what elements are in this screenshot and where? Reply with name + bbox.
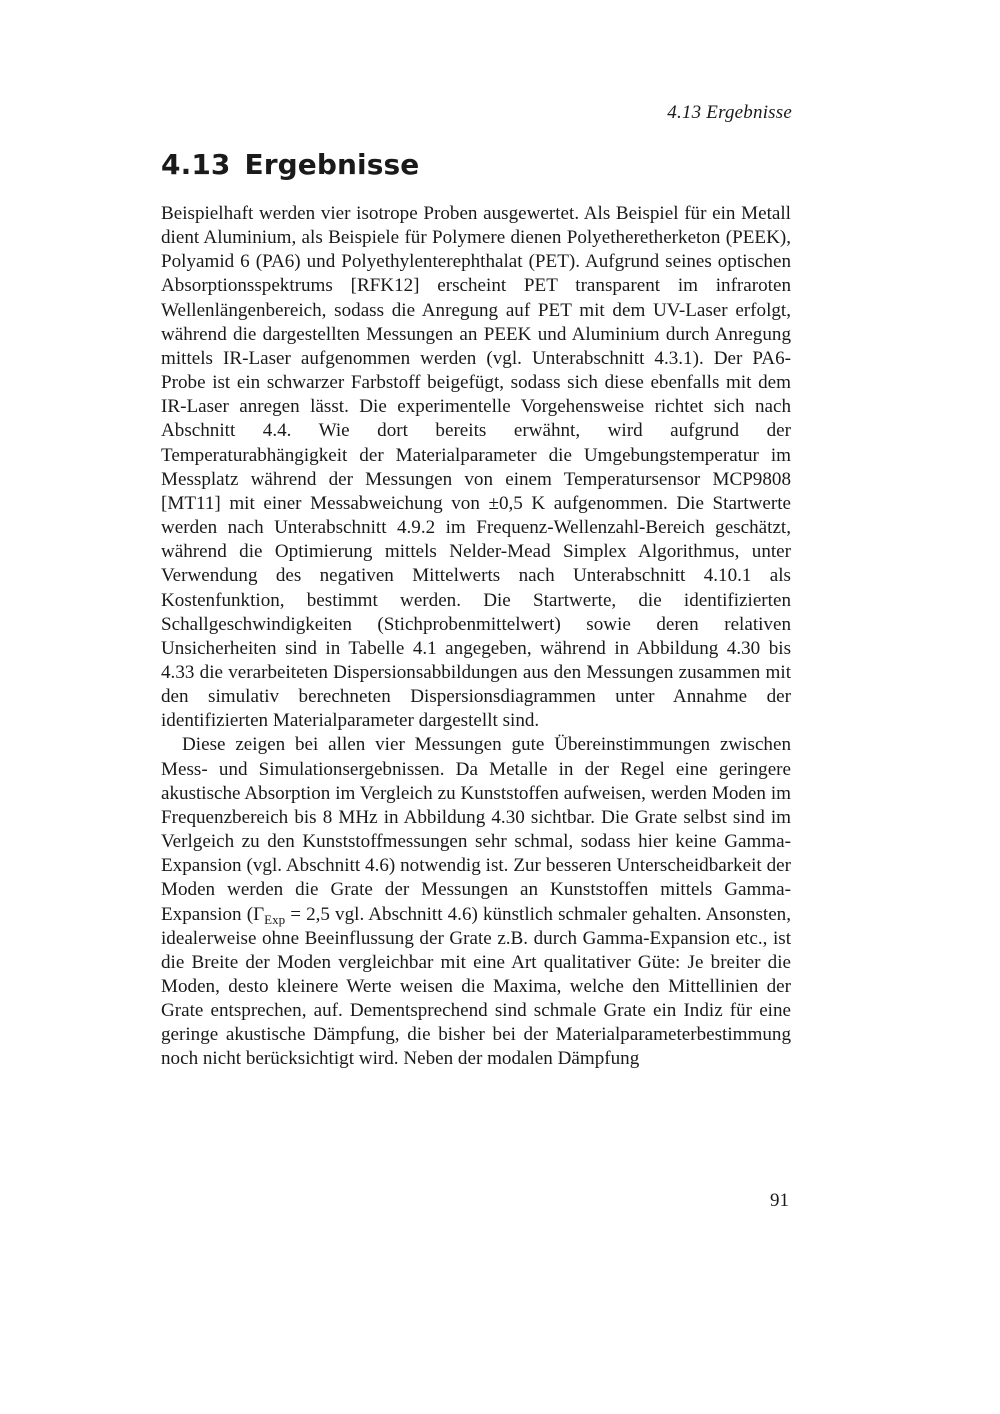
gamma-subscript: Exp	[264, 911, 286, 927]
section-title: Ergebnisse	[244, 148, 420, 181]
paragraph-2-part-2: = 2,5 vgl. Abschnitt 4.6) künstlich schmaler gehalten. Ansonsten, idealerweise ohne Beeinflussung der Grate z.B. durch Gamma-Expansion etc., ist die Breite der Moden vergleichbar mit eine Art qualitativer Güte: Je breiter die Moden, desto kleinere Werte weisen die Maxima, welche den Mittellinien der Grate entsprechen, auf. Dementsprechend sind schmale Grate ein Indiz für eine geringe akustische Dämpfung, die bisher bei der Materialparameterbestimmung noch nicht berücksichtigt wird. Neben der modalen Dämpfung	[161, 903, 791, 1070]
paragraph-2-part-1: Diese zeigen bei allen vier Messungen gute Übereinstimmungen zwischen Mess- und Simulationsergebnissen. Da Metalle in der Regel eine geringere akustische Absorption im Vergleich zu Kunststoffen aufweisen, werden Moden im Frequenzbereich bis 8 MHz in Abbildung 4.30 sichtbar. Die Grate selbst sind im Verlgeich zu den Kunststoffmessungen sehr schmal, sodass hier keine Gamma-Expansion (vgl. Abschnitt 4.6) notwendig ist. Zur besseren Unterscheidbarkeit der Moden werden die Grate der Messungen an Kunststoffen mittels Gamma-Expansion (Γ	[161, 734, 791, 925]
section-heading	[161, 148, 419, 181]
paragraph-2	[161, 733, 791, 1071]
section-number: 4.13	[161, 148, 231, 181]
page-number: 91	[770, 1190, 789, 1211]
body-text	[161, 202, 791, 1072]
paragraph-1: Beispielhaft werden vier isotrope Proben ausgewertet. Als Beispiel für ein Metall dient Aluminium, als Beispiele für Polymere dienen Polyetheretherketon (PEEK), Polyamid 6 (PA6) und Polyethylenterephthalat (PET). Aufgrund seines optischen Absorptionsspektrums [RFK12] erscheint PET transparent im infraroten Wellenlängenbereich, sodass die Anregung auf PET mit dem UV-Laser erfolgt, während die dargestellten Messungen an PEEK und Aluminium durch Anregung mittels IR-Laser aufgenommen werden (vgl. Unterabschnitt 4.3.1). Der PA6-Probe ist ein schwarzer Farbstoff beigefügt, sodass sich diese ebenfalls mit dem IR-Laser anregen lässt. Die experimentelle Vorgehensweise richtet sich nach Abschnitt 4.4. Wie dort bereits erwähnt, wird aufgrund der Temperaturabhängigkeit der Materialparameter die Umgebungstemperatur im Messplatz während der Messungen von einem Temperatursensor MCP9808 [MT11] mit einer Messabweichung von ±0,5 K aufgenommen. Die Startwerte werden nach Unterabschnitt 4.9.2 im Frequenz-Wellenzahl-Bereich geschätzt, während die Optimierung mittels Nelder-Mead Simplex Algorithmus, unter Verwendung des negativen Mittelwerts nach Unterabschnitt 4.10.1 als Kostenfunktion, bestimmt werden. Die Startwerte, die identifizierten Schallgeschwindigkeiten (Stichprobenmittelwert) sowie deren relativen Unsicherheiten sind in Tabelle 4.1 angegeben, während in Abbildung 4.30 bis 4.33 die verarbeiteten Dispersionsabbildungen aus den Messungen zusammen mit den simulativ berechneten Dispersionsdiagrammen unter Annahme der identifizierten Materialparameter dargestellt sind.	[161, 203, 791, 732]
running-header: 4.13 Ergebnisse	[667, 102, 792, 123]
